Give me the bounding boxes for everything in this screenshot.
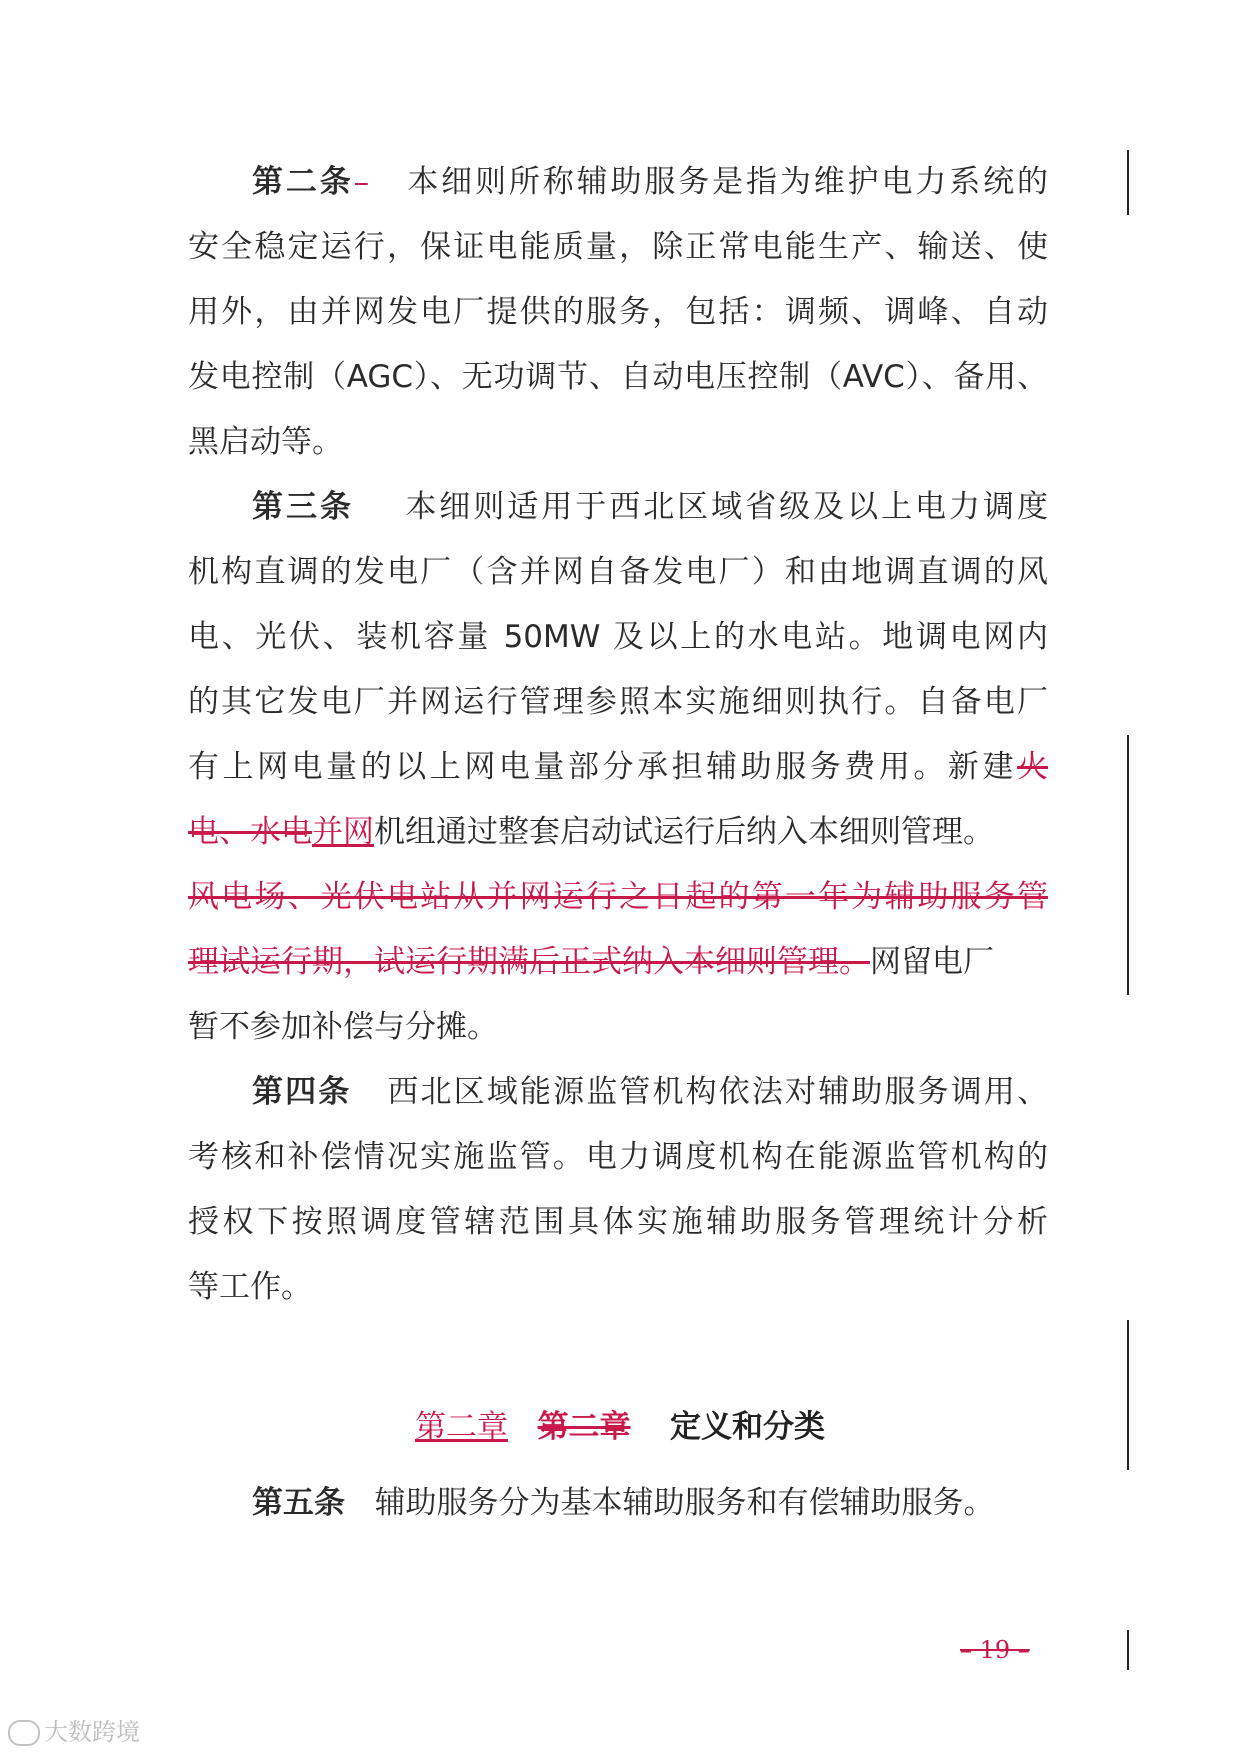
article-2-line-4 — [188, 359, 1049, 395]
deleted-text: 火 — [1017, 749, 1048, 785]
inserted-text: 并网 — [312, 814, 374, 850]
watermark — [8, 1712, 140, 1747]
article-3-text: 本细则适用于西北区域省级及以上电力调度 — [405, 489, 1049, 525]
chapter-title: 定义和分类 — [669, 1409, 825, 1445]
article-4-line-2: 考核和补偿情况实施监管。电力调度机构在能源监管机构的 — [188, 1139, 1048, 1175]
article-3-line-7: 风电场、光伏电站从并网运行之日起的第一年为辅助服务管 — [188, 879, 1048, 915]
deleted-text: 理试运行期，试运行期满后正式纳入本细则管理。 — [188, 944, 870, 980]
text-seg: 机组通过整套启动试运行后纳入本细则管理。 — [374, 814, 994, 850]
page-number-text: – 19 – — [960, 1636, 1030, 1664]
deleted-text: 电、水电 — [188, 814, 312, 850]
agc-term: AGC — [346, 359, 414, 395]
article-2-line-3: 用外，由并网发电厂提供的服务，包括：调频、调峰、自动 — [188, 294, 1048, 330]
watermark-logo-icon — [8, 1720, 40, 1746]
article-3-line-1 — [188, 489, 1049, 525]
article-3-line-5 — [188, 749, 1048, 785]
article-5-line-1 — [188, 1485, 1048, 1521]
revision-bar — [1127, 1320, 1129, 1470]
watermark-text: 大数跨境 — [44, 1718, 140, 1746]
article-4-line-1 — [188, 1074, 1049, 1110]
article-4-line-4: 等工作。 — [188, 1269, 312, 1305]
chapter-heading — [0, 1409, 1240, 1445]
article-4-label: 第四条 — [252, 1074, 352, 1110]
avc-term: AVC — [842, 359, 905, 395]
article-2-text: 本细则所称辅助服务是指为维护电力系统的 — [407, 164, 1049, 200]
revision-bar — [1127, 1630, 1129, 1670]
article-5-text: 辅助服务分为基本辅助服务和有偿辅助服务。 — [374, 1485, 995, 1521]
article-3-line-2: 机构直调的发电厂（含并网自备发电厂）和由地调直调的风 — [188, 554, 1048, 590]
article-3-line-4: 的其它发电厂并网运行管理参照本实施细则执行。自备电厂 — [188, 684, 1048, 720]
text-seg: 及以上的水电站。地调电网内 — [600, 619, 1048, 655]
text-seg: 网留电厂 — [870, 944, 994, 980]
article-3-line-3 — [188, 619, 1048, 655]
article-2-line-5: 黑启动等。 — [188, 424, 343, 460]
revision-bar — [1127, 735, 1129, 995]
article-2-line-2: 安全稳定运行，保证电能质量，除正常电能生产、输送、使 — [188, 229, 1048, 265]
text-seg: 有上网电量的以上网电量部分承担辅助服务费用。新建 — [188, 749, 1017, 785]
article-4-text: 西北区域能源监管机构依法对辅助服务调用、 — [387, 1074, 1049, 1110]
text-seg: ）、无功调节、自动电压控制（ — [413, 359, 843, 395]
article-5-label: 第五条 — [252, 1485, 345, 1521]
article-3-line-9: 暂不参加补偿与分摊。 — [188, 1009, 498, 1045]
chapter-inserted: 第二章 — [415, 1409, 508, 1445]
revision-bar — [1127, 150, 1129, 215]
text-seg: 电、光伏、装机容量 — [188, 619, 504, 655]
article-2-line-1 — [188, 164, 1049, 200]
capacity-value: 50MW — [503, 619, 601, 655]
article-3-line-8 — [188, 944, 1048, 980]
revision-dash: – — [353, 164, 370, 200]
article-2-label: 第二条 — [252, 164, 354, 200]
page-number — [960, 1636, 1030, 1664]
chapter-deleted: 第二章 — [537, 1409, 631, 1445]
text-seg: 发电控制（ — [188, 359, 347, 395]
article-3-line-6 — [188, 814, 1048, 850]
article-4-line-3: 授权下按照调度管辖范围具体实施辅助服务管理统计分析 — [188, 1204, 1048, 1240]
article-3-label: 第三条 — [252, 489, 354, 525]
text-seg: ）、备用、 — [904, 359, 1049, 395]
